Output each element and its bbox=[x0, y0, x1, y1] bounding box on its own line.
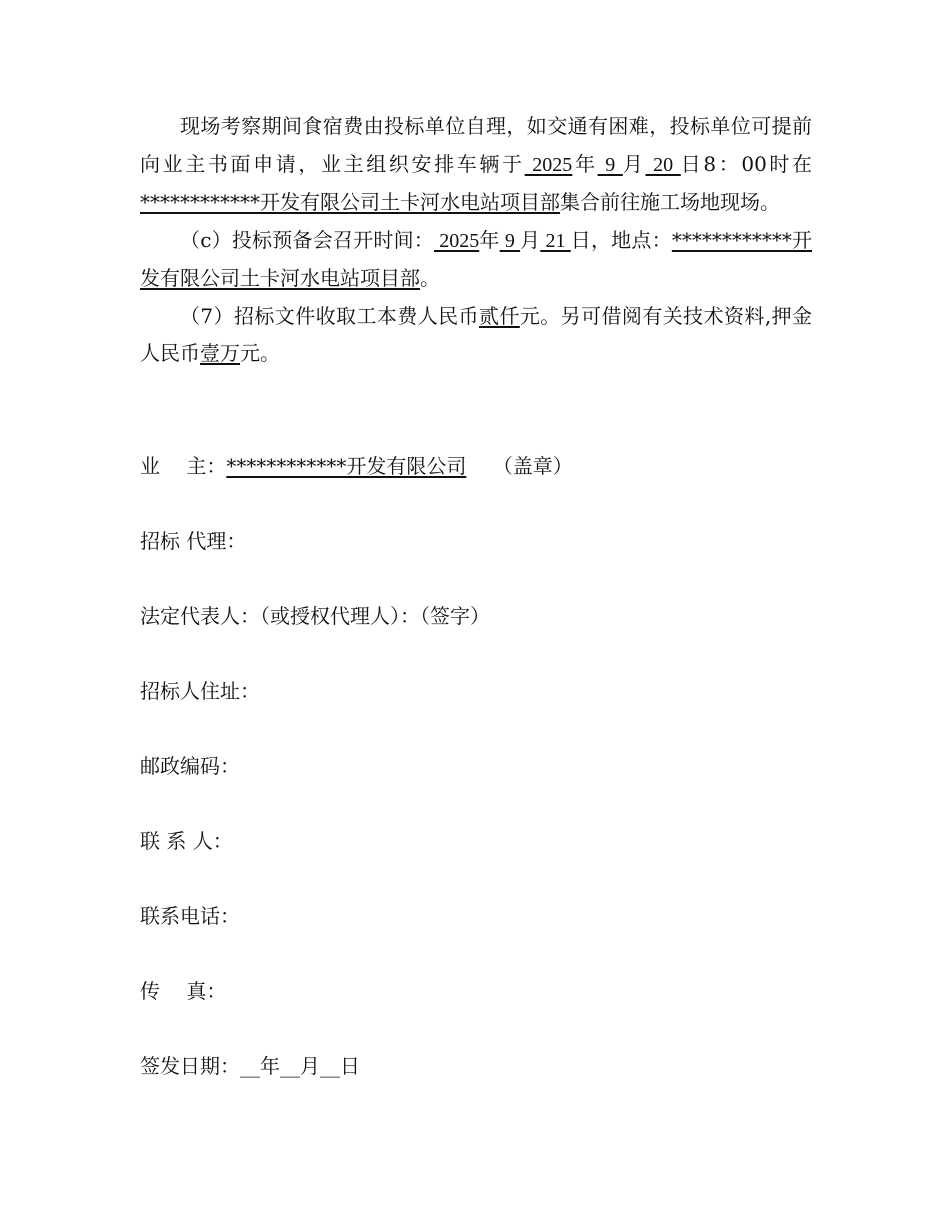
contact-person-field: 联 系 人： bbox=[140, 829, 233, 853]
text: 现场考察期间食宿费由投标单位自理，如交通有困难，投标单位可提前向业主书面申请，业主组织安排车辆于 bbox=[140, 114, 812, 176]
text: 。 bbox=[420, 266, 440, 290]
text: 年 bbox=[479, 227, 500, 252]
text: 月 bbox=[622, 151, 646, 176]
visit-year: 2025 bbox=[524, 153, 573, 176]
paragraph-site-visit bbox=[140, 108, 812, 222]
text: 日，地点： bbox=[570, 227, 672, 252]
text: 集合前往施工场地现场。 bbox=[560, 190, 780, 214]
meeting-month: 9 bbox=[499, 229, 521, 252]
document-page bbox=[140, 108, 812, 373]
text: 元。另可借阅有关技术资料,押金人民币 bbox=[140, 303, 813, 365]
meeting-year: 2025 bbox=[434, 229, 480, 252]
text: 月 bbox=[520, 227, 541, 252]
visit-day: 20 bbox=[645, 153, 681, 176]
issue-date-field: 签发日期：__年__月__日 bbox=[140, 1054, 360, 1078]
representative-field: 法定代表人：（或授权代理人）：（签字） bbox=[140, 604, 490, 628]
owner-label: 业 主： bbox=[140, 454, 227, 478]
visit-month: 9 bbox=[597, 153, 623, 176]
address-field: 招标人住址： bbox=[140, 679, 260, 703]
document-fee: 贰仟 bbox=[478, 303, 520, 328]
text: 元。 bbox=[240, 341, 280, 365]
owner-field bbox=[140, 452, 573, 480]
text: 日8：00时在 bbox=[680, 151, 813, 176]
owner-value: ************开发有限公司 bbox=[226, 454, 467, 478]
phone-field: 联系电话： bbox=[140, 904, 240, 928]
meeting-day: 21 bbox=[540, 229, 571, 252]
visit-place: ************开发有限公司土卡河水电站项目部 bbox=[140, 190, 560, 214]
paragraph-fee bbox=[140, 298, 812, 373]
fax-field: 传 真： bbox=[140, 979, 227, 1003]
text: 年 bbox=[572, 151, 598, 176]
meeting-place: ************开发有限公司土卡河水电站项目部 bbox=[140, 227, 813, 290]
text: （7）招标文件收取工本费人民币 bbox=[180, 303, 479, 328]
text: （c）投标预备会召开时间： bbox=[180, 227, 434, 252]
deposit-amount: 壹万 bbox=[200, 341, 240, 365]
owner-seal: （盖章） bbox=[466, 454, 573, 478]
postal-code-field: 邮政编码： bbox=[140, 754, 240, 778]
agent-field: 招标 代理： bbox=[140, 529, 247, 553]
paragraph-pre-bid-meeting bbox=[140, 222, 812, 298]
